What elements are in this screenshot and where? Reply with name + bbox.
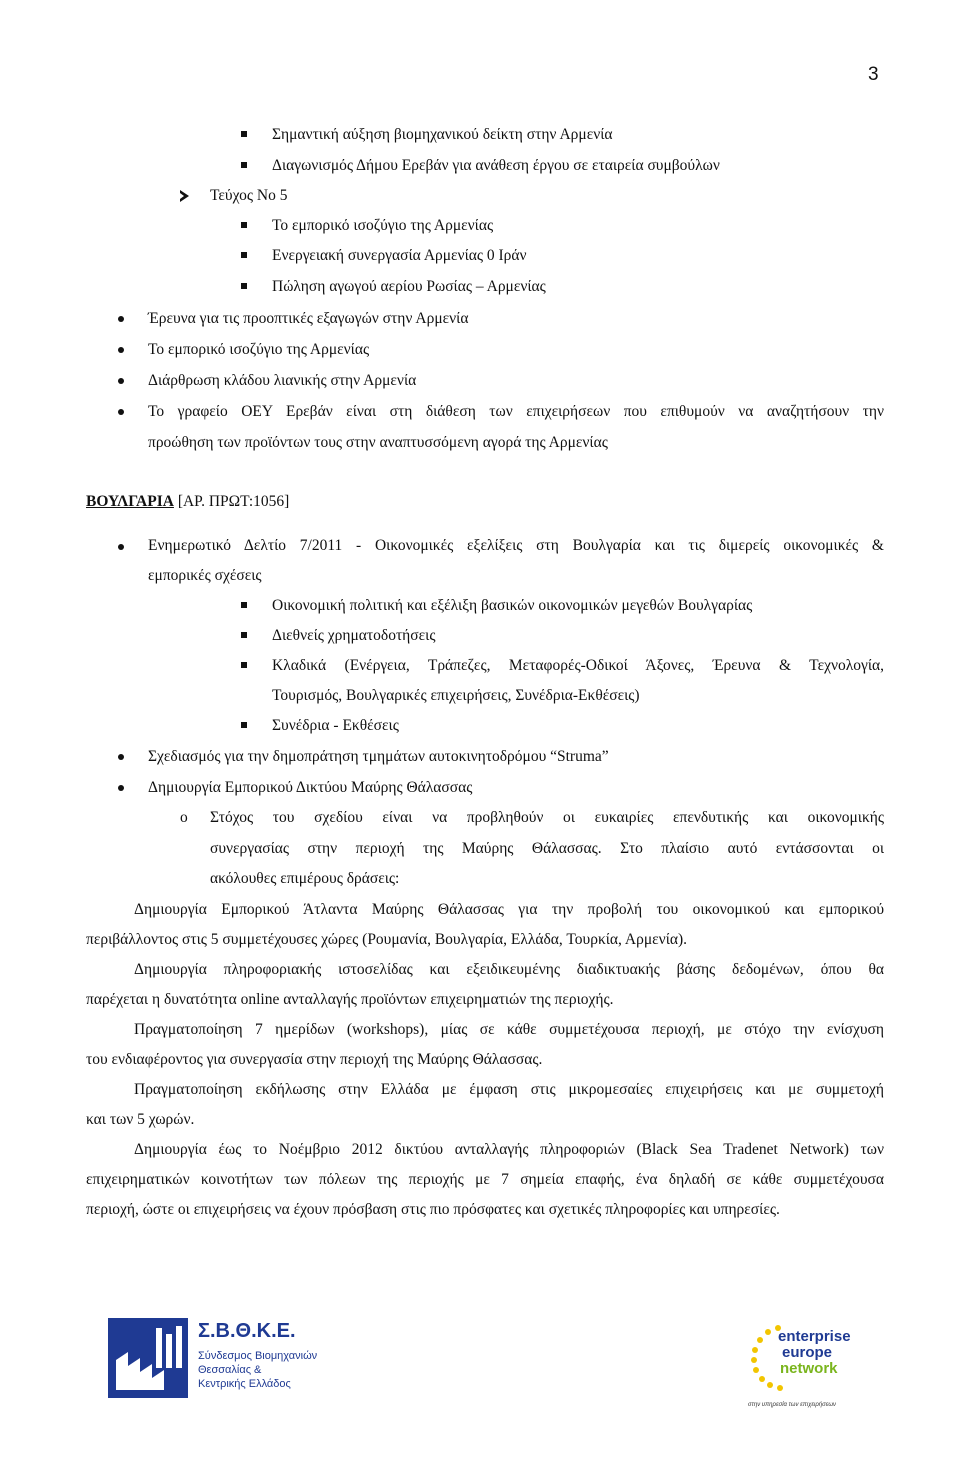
list-item: Δημιουργία Εμπορικού Δικτύου Μαύρης Θάλασσας <box>148 779 473 796</box>
list-item-continuation: εμπορικές σχέσεις <box>148 567 262 584</box>
sbbke-logo <box>108 1318 318 1398</box>
paragraph-5-line-3: περιοχή, ώστε οι επιχειρήσεις να έχουν πρόσβαση στις πιο πρόσφατες και σχετικές πληροφορίες και υπηρεσίες. <box>86 1201 780 1218</box>
paragraph-4-line-1: Πραγματοποίηση εκδήλωσης στην Ελλάδα με έμφαση στις μικρομεσαίες επιχειρήσεις και με συμμετοχή <box>134 1081 884 1098</box>
list-item-continuation: Τουρισμός, Βουλγαρικές επιχειρήσεις, Συνέδρια-Εκθέσεις) <box>272 687 640 704</box>
list-item: Κλαδικά (Ενέργεια, Τράπεζες, Μεταφορές-Οδικοί Άξονες, Έρευνα & Τεχνολογία, <box>272 657 884 674</box>
paragraph-5-line-2: επιχειρηματικών κοινοτήτων των πόλεων της περιοχής με 7 σημεία επαφής, ένα δηλαδή σε κάθε συμμετέχουσα <box>86 1171 884 1188</box>
list-item: Ενημερωτικό Δελτίο 7/2011 - Οικονομικές εξελίξεις στη Βουλγαρία και τις διμερείς οικονομικές & <box>148 537 884 554</box>
section-heading <box>86 492 289 512</box>
list-item: Στόχος του σχεδίου είναι να προβληθούν οι ευκαιρίες επενδυτικής και οικονομικής <box>210 809 884 826</box>
list-item: Το γραφείο ΟΕΥ Ερεβάν είναι στη διάθεση των επιχειρήσεων που επιθυμούν να αναζητήσουν την <box>148 403 884 420</box>
paragraph-4-line-2: και των 5 χωρών. <box>86 1111 195 1128</box>
list-item: Σημαντική αύξηση βιομηχανικού δείκτη στην Αρμενία <box>272 126 613 143</box>
een-line-2: europe <box>782 1344 833 1361</box>
list-item: Το εμπορικό ισοζύγιο της Αρμενίας <box>148 341 370 358</box>
paragraph-3-line-2: του ενδιαφέροντος για συνεργασία στην περιοχή της Μαύρης Θάλασσας. <box>86 1051 543 1068</box>
list-item: Διεθνείς χρηματοδοτήσεις <box>272 627 436 644</box>
square-bullet-icon <box>241 662 247 668</box>
heading-bulgaria: ΒΟΥΛΓΑΡΙΑ <box>86 493 174 510</box>
circle-bullet-icon: o <box>180 809 188 826</box>
dot-bullet-icon <box>118 409 124 415</box>
sbbke-title: Σ.Β.Θ.Κ.Ε. <box>198 1320 296 1342</box>
dot-bullet-icon <box>118 544 124 550</box>
enterprise-europe-network-logo <box>748 1318 858 1414</box>
square-bullet-icon <box>241 222 247 228</box>
dot-bullet-icon <box>118 378 124 384</box>
dot-bullet-icon <box>118 347 124 353</box>
paragraph-5-line-1: Δημιουργία έως το Νοέμβριο 2012 δικτύου ανταλλαγής πληροφοριών (Black Sea Tradenet Network) των <box>134 1141 884 1158</box>
een-line-1: enterprise <box>778 1328 851 1345</box>
list-item: Πώληση αγωγού αερίου Ρωσίας – Αρμενίας <box>272 278 546 295</box>
list-item: Διάρθρωση κλάδου λιανικής στην Αρμενία <box>148 372 417 389</box>
square-bullet-icon <box>241 131 247 137</box>
square-bullet-icon <box>241 602 247 608</box>
paragraph-3-line-1: Πραγματοποίηση 7 ημερίδων (workshops), μίας σε κάθε συμμετέχουσα περιοχή, με στόχο την ενίσχυση <box>134 1021 884 1038</box>
list-item-continuation: συνεργασίας στην περιοχή της Μαύρης Θάλασσας. Στο πλαίσιο αυτό εντάσσονται οι <box>210 840 884 857</box>
paragraph-2-line-2: παρέχεται η δυνατότητα online ανταλλαγής προϊόντων επιχειρηματιών της περιοχής. <box>86 991 614 1008</box>
list-item: Τεύχος Νο 5 <box>210 187 288 204</box>
square-bullet-icon <box>241 722 247 728</box>
een-line-3: network <box>780 1360 838 1377</box>
page-number: 3 <box>868 64 879 85</box>
protocol-ref: [ΑΡ. ΠΡΩΤ:1056] <box>177 493 290 510</box>
list-item: Το εμπορικό ισοζύγιο της Αρμενίας <box>272 217 494 234</box>
een-tagline: στην υπηρεσία των επιχειρήσεων <box>748 1402 837 1408</box>
square-bullet-icon <box>241 632 247 638</box>
square-bullet-icon <box>241 252 247 258</box>
list-item: Σχεδιασμός για την δημοπράτηση τμημάτων αυτοκινητοδρόμου “Struma” <box>148 748 609 765</box>
dot-bullet-icon <box>118 316 124 322</box>
dot-bullet-icon <box>118 785 124 791</box>
sbbke-line-1: Σύνδεσμος Βιομηχανιών <box>198 1350 318 1362</box>
sbbke-line-3: Κεντρικής Ελλάδος <box>198 1378 291 1390</box>
list-item: Συνέδρια - Εκθέσεις <box>272 717 399 734</box>
list-item-continuation: ακόλουθες επιμέρους δράσεις: <box>210 870 400 887</box>
dot-bullet-icon <box>118 754 124 760</box>
list-item: Ενεργειακή συνεργασία Αρμενίας 0 Ιράν <box>272 247 527 264</box>
list-item: Οικονομική πολιτική και εξέλιξη βασικών οικονομικών μεγεθών Βουλγαρίας <box>272 597 753 614</box>
list-item-continuation: προώθηση των προϊόντων τους στην αναπτυσσόμενη αγορά της Αρμενίας <box>148 434 608 451</box>
square-bullet-icon <box>241 162 247 168</box>
paragraph-2-line-1: Δημιουργία πληροφοριακής ιστοσελίδας και εξειδικευμένης διαδικτυακής βάσης δεδομένων, όπου θα <box>134 961 884 978</box>
list-item: Έρευνα για τις προοπτικές εξαγωγών στην Αρμενία <box>148 310 469 327</box>
arrow-bullet-icon <box>180 190 189 202</box>
list-item: Διαγωνισμός Δήμου Ερεβάν για ανάθεση έργου σε εταιρεία συμβούλων <box>272 157 720 174</box>
paragraph-1-line-2: περιβάλλοντος στις 5 συμμετέχουσες χώρες (Ρουμανία, Βουλγαρία, Ελλάδα, Τουρκία, Αρμενία). <box>86 931 688 948</box>
paragraph-1-line-1: Δημιουργία Εμπορικού Άτλαντα Μαύρης Θάλασσας για την προβολή του οικονομικού και εμπορικού <box>134 901 884 918</box>
sbbke-line-2: Θεσσαλίας & <box>198 1364 262 1376</box>
square-bullet-icon <box>241 283 247 289</box>
